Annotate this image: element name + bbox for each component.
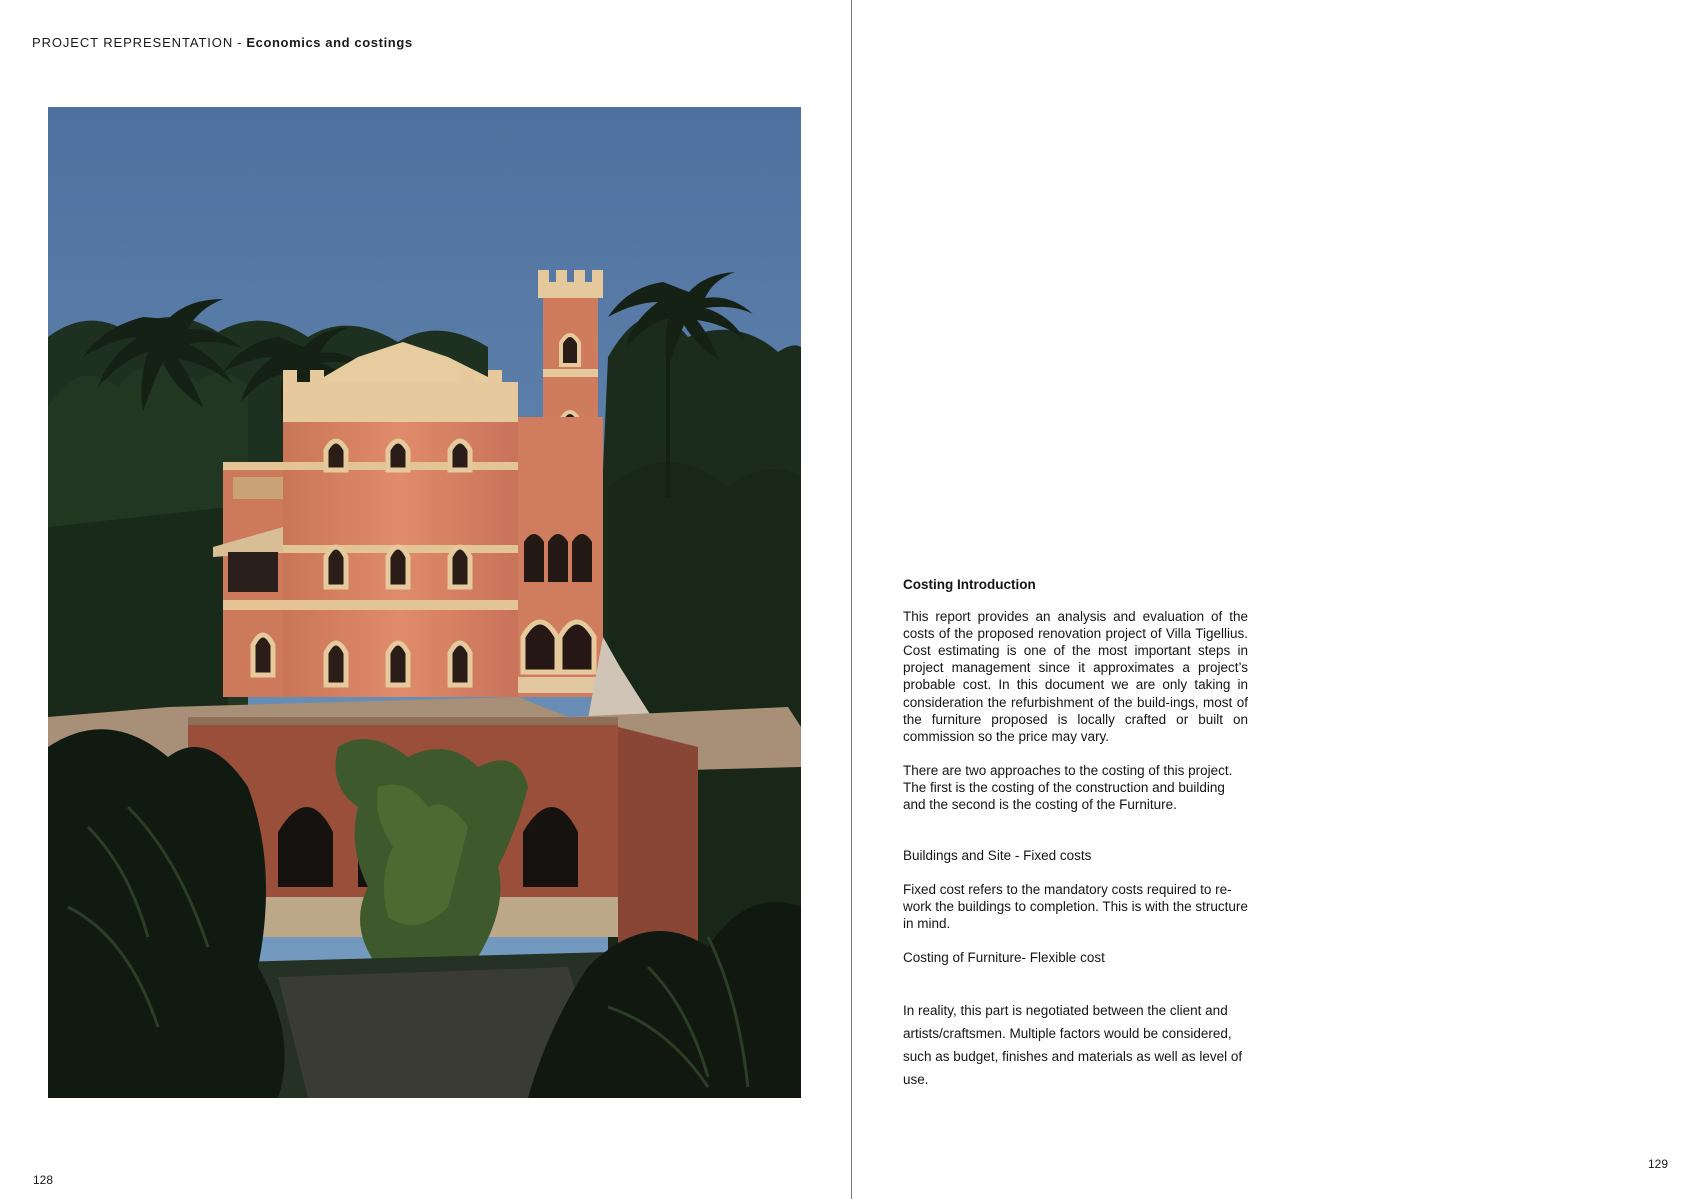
page-number-right: 129 xyxy=(1648,1157,1669,1171)
approaches-paragraph: There are two approaches to the costing of this project. The first is the costing of the construction and building and the second is the costing of the Furniture. xyxy=(903,762,1233,813)
villa-render-illustration xyxy=(48,107,801,1098)
header-separator: - xyxy=(237,35,243,50)
header-section: PROJECT REPRESENTATION xyxy=(32,35,234,50)
header-subsection: Economics and costings xyxy=(246,35,413,50)
intro-paragraph: This report provides an analysis and evaluation of the costs of the proposed renovation project of Villa Tigellius. Cost estimating is one of the most important steps in project management since it approximates a project’s probable cost. In this document we are only taking in consideration the refurbishment of the build-ings, most of the furniture proposed is locally crafted or built on commission so the price may vary. xyxy=(903,609,1248,744)
flexible-cost-paragraph: In reality, this part is negotiated between the client and artists/craftsmen. Multiple factors would be considered, such as budget, finishes and materials as well as level of use. xyxy=(903,1002,1243,1087)
section-heading: Costing Introduction xyxy=(903,577,1036,592)
costing-text-column xyxy=(903,576,1248,1091)
page-gutter-divider xyxy=(851,0,852,1199)
villa-render-image xyxy=(48,107,801,1098)
running-header xyxy=(32,35,413,50)
fixed-costs-paragraph: Fixed cost refers to the mandatory costs required to re-work the buildings to completion. This is with the structure in mind. xyxy=(903,882,1248,932)
page-number-left: 128 xyxy=(33,1173,54,1187)
fixed-costs-heading: Buildings and Site - Fixed costs xyxy=(903,848,1092,864)
flexible-cost-heading: Costing of Furniture- Flexible cost xyxy=(903,949,1105,965)
